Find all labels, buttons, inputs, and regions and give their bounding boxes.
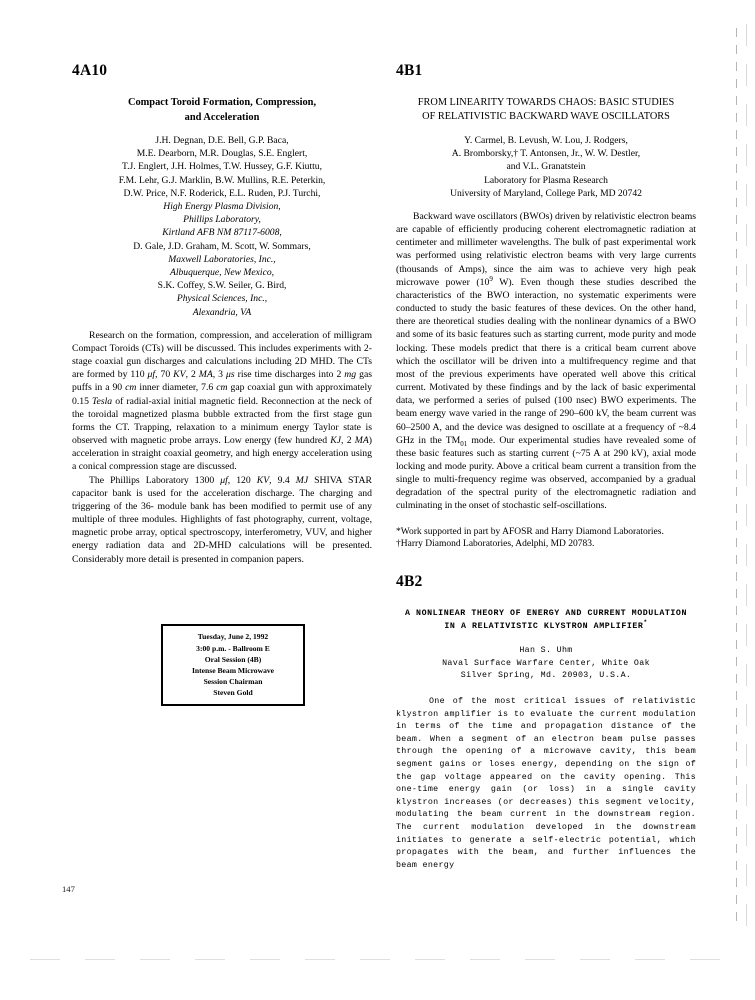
session-info-box (161, 624, 305, 706)
text-run: mode. Our experimental studies have revealed some of these basic features such as starting current (~75 A at 290 kV), axial mode locking and mode purity. Above a critical beam current a transition from the single to multi-frequency regime was observed, accompanied by a gradual degradation of the spectral purity of the electromagnetic radiation and culminating in the onset of stochastic self-oscillations. (396, 434, 696, 512)
affiliation-line: Phillips Laboratory, (183, 214, 261, 226)
title-line-1: FROM LINEARITY TOWARDS CHAOS: BASIC STUDIES (417, 97, 675, 108)
unit-kv: KV (256, 474, 270, 486)
footnote-marker: * (643, 619, 648, 627)
exponent: 9 (489, 274, 493, 283)
unit-cm: cm (125, 382, 137, 394)
affiliation-line: Alexandria, VA (192, 306, 252, 318)
author-line: A. Bromborsky,† T. Antonsen, Jr., W. W. Destler, (451, 148, 641, 160)
title-line-2: OF RELATIVISTIC BACKWARD WAVE OSCILLATORS (422, 111, 670, 122)
author-affiliation-block-4b2 (396, 645, 696, 683)
session-chairman-label: Session Chairman (203, 677, 263, 687)
text-run: , 3 (212, 369, 226, 381)
text-run: of radial-axial initial magnetic field. Reconnection at the neck of the toroidal magnetized plasma bubble extracted from the first stage gun forms the CT. Trapping, relaxation to a minimum energy Taylor state is observed with magnetic probe arrays. Low energy (few hundred (72, 395, 372, 447)
session-topic: Intense Beam Microwave (191, 666, 275, 675)
affiliation-line: Albuquerque, New Mexico, (169, 267, 275, 279)
abstract-paragraph-1 (72, 329, 372, 474)
footnote-funding: *Work supported in part by AFOSR and Harry Diamond Laboratories. (396, 526, 664, 537)
unit-microsecond: μs (226, 369, 235, 381)
section-id-4b1: 4B1 (396, 62, 423, 79)
unit-mj: MJ (295, 474, 309, 486)
text-run: gap coaxial gun with approximately 0.15 (72, 382, 373, 407)
right-column (396, 62, 696, 871)
abstract-title-4b2 (396, 607, 696, 633)
affiliation-line: Kirtland AFB NM 87117-6008, (162, 227, 282, 239)
session-chairman-name: Steven Gold (213, 688, 253, 698)
text-run: rise time discharges into 2 (234, 369, 345, 381)
mode-subscript: 01 (460, 439, 468, 448)
section-id-4a10: 4A10 (72, 62, 108, 79)
title-line-1: Compact Toroid Formation, Compression, (127, 97, 317, 108)
text-run: , 2 (185, 369, 199, 381)
unit-ma: MA (198, 369, 213, 381)
unit-mg: mg (344, 369, 357, 381)
session-date: Tuesday, June 2, 1992 (197, 632, 269, 642)
text-run: inner diameter, 7.6 (136, 382, 217, 394)
text-run: ) acceleration in straight coaxial geometry, and high energy acceleration using a conical compression stage are discussed. (72, 435, 372, 473)
affiliation-line: High Energy Plasma Division, (163, 201, 281, 213)
author-line: F.M. Lehr, G.J. Marklin, B.W. Mullins, R.E. Peterkin, (118, 174, 326, 186)
unit-kv: KV (173, 369, 186, 381)
unit-kj: KJ (330, 435, 342, 447)
text-run: , 2 (341, 435, 355, 447)
text-run: , 9.4 (269, 474, 296, 486)
text-run: , 120 (227, 474, 257, 486)
text-run: SHIVA STAR capacitor bank is used for the acceleration discharge. The charging and triggering of the 36- module bank has been modified to permit use of any multiple of three modules. Highlights of fast photography, current, voltage, magnetic probe array, optical spectroscopy, interferometry, VUV, and higher energy radiation data and 2D-MHD calculations will be presented. Considerably more detail is presented in companion papers. (72, 474, 372, 565)
title-line-1: A NONLINEAR THEORY OF ENERGY AND CURRENT MODULATION (405, 609, 687, 619)
text-run: , 70 (155, 369, 174, 381)
author-line: D.W. Price, N.F. Roderick, E.L. Ruden, P.J. Turchi, (123, 187, 321, 199)
author-line: S.K. Coffey, S.W. Seiler, G. Bird, (157, 280, 287, 292)
abstract-paragraph-4b2: One of the most critical issues of relativistic klystron amplifier is to evaluate the current modulation in terms of the time and propagation distance of the beam. When a segment of an electron beam pulse passes through the opening of a microwave cavity, this beam segment gains or loses energy, depending on the sign of the gap voltage appeared on the cavity opening. This one-time energy gain (or loss) in a single cavity klystron increases (or decreases) this segment velocity, modulating the beam current in the downstream region. The current modulation developed in the downstream initiates to generate a self-electric potential, which propagates with the beam, and further influences the beam energy (396, 695, 696, 870)
author-affiliation-block-4a10 (72, 134, 372, 319)
author-affiliation-block-4b1 (396, 134, 696, 200)
title-line-2: and Acceleration (184, 111, 260, 123)
author-line: T.J. Englert, J.H. Holmes, T.W. Hussey, G.F. Kiuttu, (122, 161, 322, 173)
section-id-4b2: 4B2 (396, 573, 423, 591)
abstract-paragraph-4b1 (396, 210, 696, 513)
footnote-affiliation: †Harry Diamond Laboratories, Adelphi, MD 20783. (396, 539, 595, 550)
affiliation-line: Maxwell Laboratories, Inc., (168, 253, 276, 265)
author-line: and V.L. Granatstein (506, 161, 586, 173)
abstract-title-4b1 (396, 96, 696, 124)
text-run: W). Even though these studies described the characteristics of the BWO interaction, no systematic experiments were conducted to study the basic features of these devices. On the other hand, there are theoretical studies dealing with the nonlinear dynamics of a BWO and some of its basic features such as starting current, mode purity and mode locking. These models predict that there is a critical beam current above which the oscillator will be driven into a multifrequency regime and that most of the previous experiments have operated well above this critical current. Motivated by these findings and by the lack of basic experimental data, we performed a series of pulsed (100 nsec) BWO experiments. The beam energy wave varied in the range of 290–600 kV, the beam current was 60–2500 A, and the device was designed to oscillate at a frequency of ~8.4 GHz in the TM (396, 276, 696, 446)
text-run: Research on the formation, compression, and acceleration of milligram Compact Toroids (CTs) will be discussed. This includes experiments with 2-stage coaxial gun discharges and calculations including 2D MHD. The CTs are formed by 110 (72, 329, 372, 381)
text-run: The Phillips Laboratory 1300 (89, 474, 221, 486)
session-label: Oral Session (4B) (204, 654, 262, 664)
text-run: gas puffs in a 90 (72, 369, 373, 394)
unit-ma: MA (354, 435, 369, 447)
session-time-room: 3:00 p.m. - Ballroom E (196, 643, 270, 653)
author-line: D. Gale, J.D. Graham, M. Scott, W. Sommars, (133, 240, 311, 252)
author-line: M.E. Dearborn, M.R. Douglas, S.E. Englert, (136, 148, 308, 160)
affiliation-line: University of Maryland, College Park, MD 20742 (450, 187, 642, 199)
affiliation-line: Silver Spring, Md. 20903, U.S.A. (460, 671, 632, 681)
affiliation-line: Laboratory for Plasma Research (484, 174, 608, 186)
page-number: 147 (62, 884, 75, 894)
unit-tesla: Tesla (92, 395, 113, 407)
affiliation-line: Physical Sciences, Inc., (176, 293, 268, 305)
abstract-paragraph-2 (72, 474, 372, 566)
title-line-2: IN A RELATIVISTIC KLYSTRON AMPLIFIER (444, 622, 644, 632)
unit-microfarad: μf (220, 474, 228, 486)
footnotes-4b1 (396, 526, 696, 552)
left-column (72, 62, 372, 566)
abstract-title-4a10 (72, 96, 372, 125)
unit-cm: cm (216, 382, 228, 394)
text-run: Backward wave oscillators (BWOs) driven by relativistic electron beams are capable of efficiently producing coherent electromagnetic radiation at centimeter and millimeter wavelengths. The bulk of past experimental work was performed using relativistic electron beams with very large currents (thousands of Amps), since the aim was to achieve very high peak microwave power (10 (396, 211, 696, 288)
affiliation-line: Naval Surface Warfare Center, White Oak (442, 658, 650, 668)
unit-microfarad: μf (147, 369, 156, 381)
author-line: J.H. Degnan, D.E. Bell, G.P. Baca, (155, 135, 289, 146)
author-line: Y. Carmel, B. Levush, W. Lou, J. Rodgers, (464, 135, 628, 146)
author-line: Han S. Uhm (519, 646, 573, 656)
